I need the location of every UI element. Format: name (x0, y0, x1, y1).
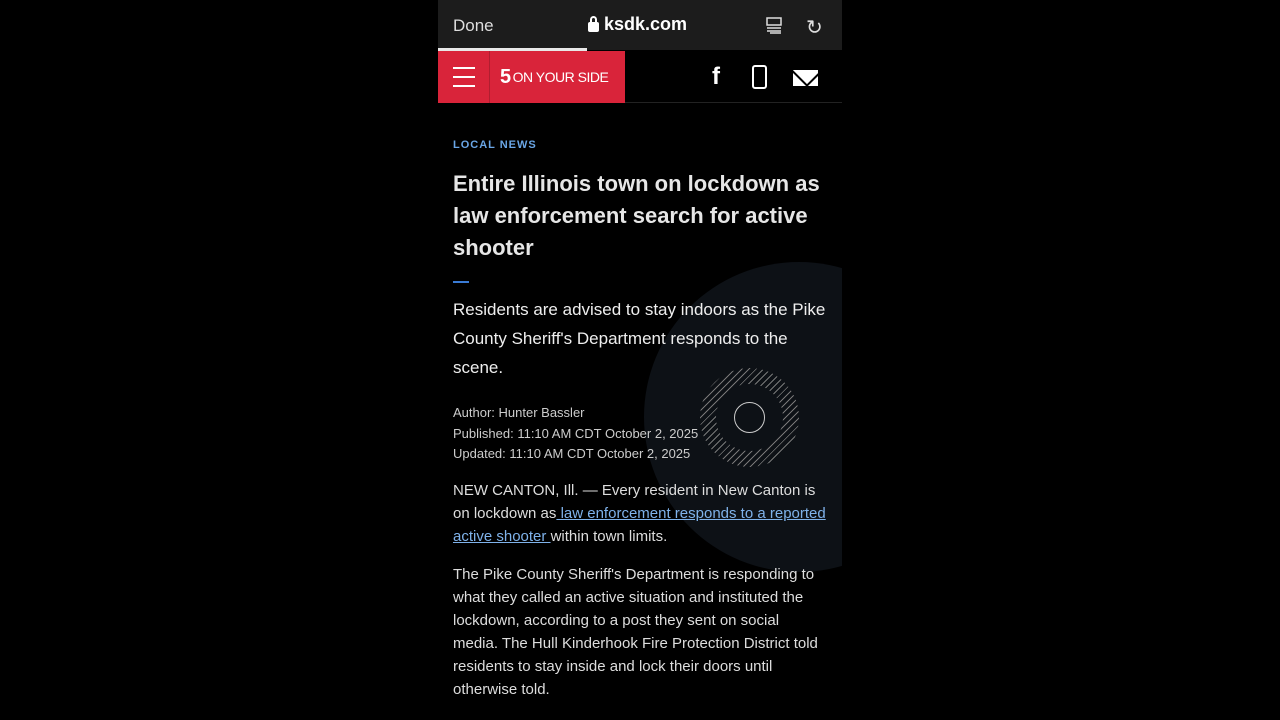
paragraph (453, 479, 828, 548)
divider (453, 281, 469, 283)
lock-icon (588, 22, 599, 32)
site-header (438, 51, 842, 103)
reader-mode-icon[interactable] (766, 17, 782, 34)
published-date: Published: 11:10 AM CDT October 2, 2025 (453, 425, 699, 441)
text: NEW CANTON, Ill. — Every resident in New Canton is on lockdown as (453, 482, 816, 522)
headline: Entire Illinois town on lockdown as law enforcement search for active shooter (453, 171, 820, 260)
email-icon[interactable] (793, 70, 818, 86)
mobile-app-icon[interactable] (752, 65, 767, 89)
done-button[interactable]: Done (453, 16, 494, 35)
hamburger-menu-icon[interactable] (438, 51, 490, 103)
address-bar[interactable] (588, 14, 687, 35)
browser-toolbar (438, 0, 842, 50)
subheadline: Residents are advised to stay indoors as the Pike County Sheriff's Department responds to the scene. (453, 300, 826, 377)
reload-icon[interactable]: ↻ (806, 17, 823, 39)
site-logo[interactable] (490, 51, 625, 103)
facebook-icon[interactable]: f (712, 63, 720, 90)
phone-screen (438, 0, 842, 720)
updated-date: Updated: 11:10 AM CDT October 2, 2025 (453, 446, 691, 461)
author: Author: Hunter Bassler (453, 405, 585, 420)
logo-number: 5 (500, 65, 511, 88)
article-link[interactable]: law enforcement responds to a reported active shooter (453, 505, 826, 545)
url-text: ksdk.com (604, 14, 688, 34)
text: within town limits. (550, 528, 668, 545)
paragraph: The Pike County Sheriff's Department is responding to what they called an active situation and instituted the lockdown, according to a post they sent on social media. The Hull Kinderhook Fire Protection District told residents to stay inside and lock their doors until otherwise told. (453, 566, 818, 698)
byline (453, 403, 828, 465)
category-link[interactable]: LOCAL NEWS (453, 139, 537, 151)
logo-text: ON YOUR SIDE (512, 69, 609, 85)
